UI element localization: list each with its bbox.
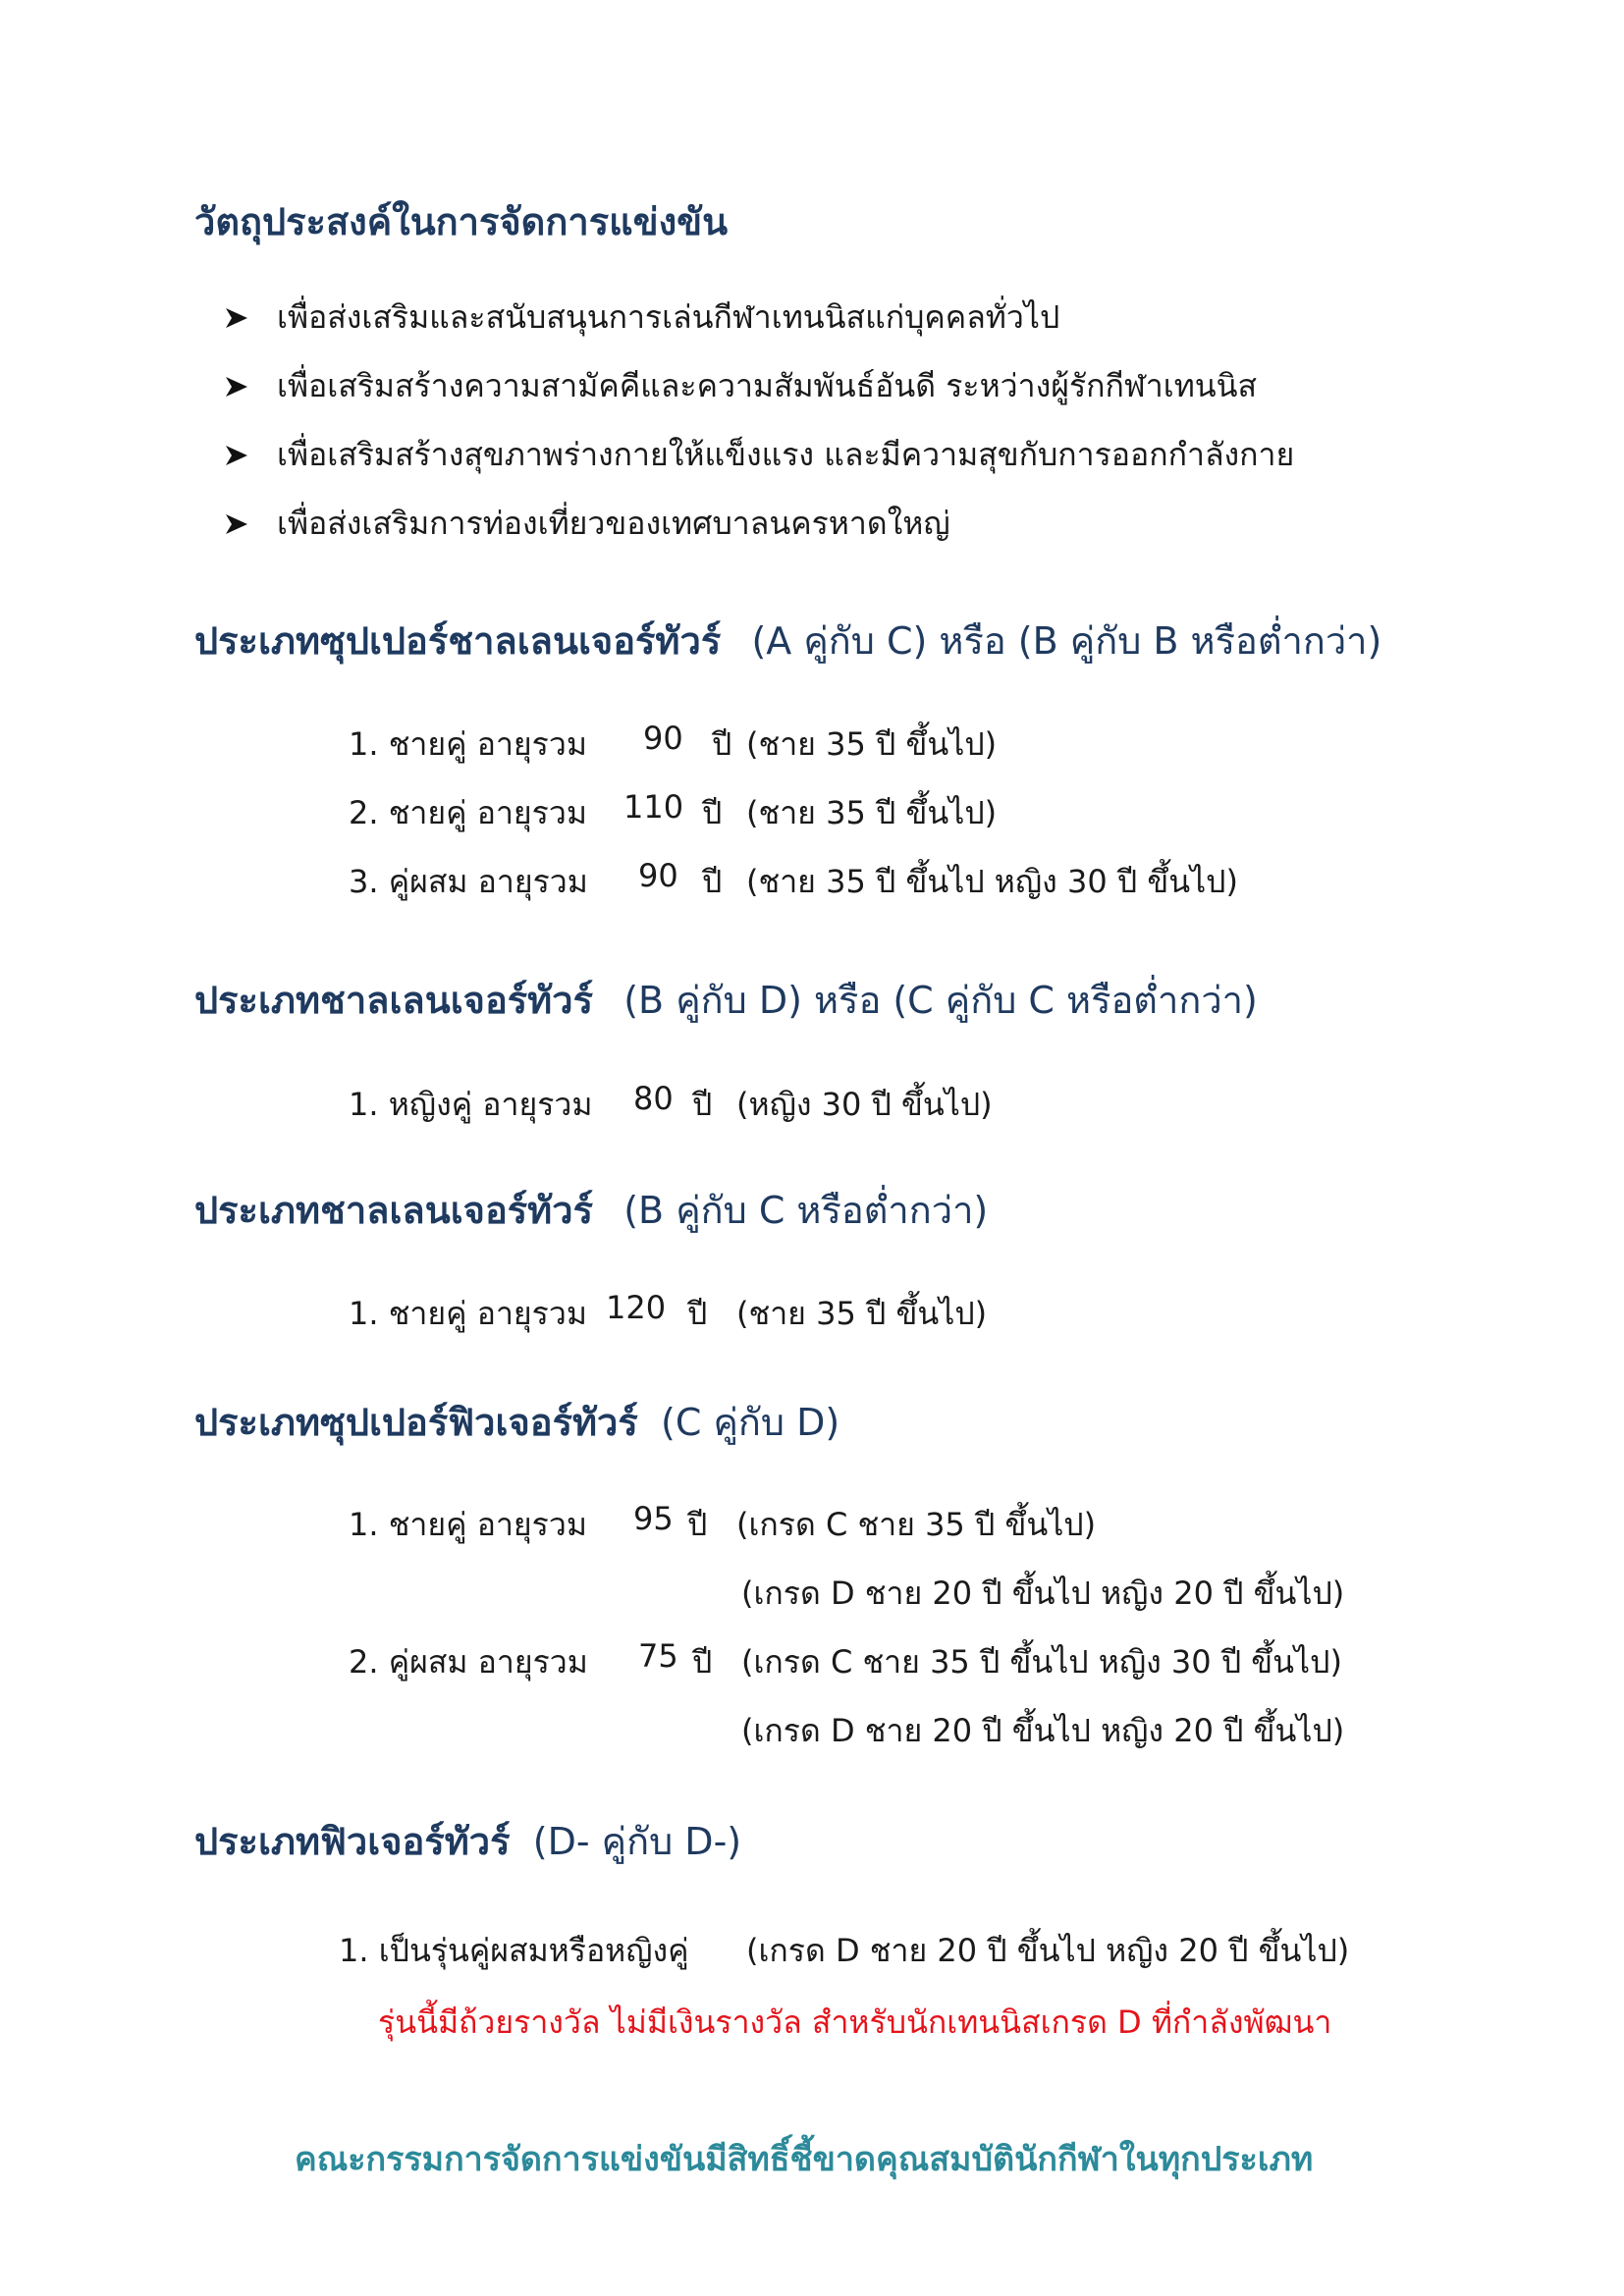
entry-note: (ชาย 35 ปี ขึ้นไป) [736,1295,988,1332]
section-heading [194,1811,741,1871]
objective-item [224,361,1257,411]
entry-age: 90 [643,720,683,757]
section-heading [194,1392,839,1452]
section-subtitle: (C คู่กับ D) [661,1401,840,1444]
entry-age: 90 [638,857,678,894]
entry-unit: ปี [687,1295,708,1332]
entry-note: (ชาย 35 ปี ขึ้นไป หญิง 30 ปี ขึ้นไป) [746,863,1238,900]
entry-note: (ชาย 35 ปี ขึ้นไป) [746,794,998,831]
objective-text: เพื่อเสริมสร้างความสามัคคีและความสัมพันธ์อันดี ระหว่างผู้รักกีฬาเทนนิส [277,367,1258,404]
section-title: ประเภทซุปเปอร์ชาลเลนเจอร์ทัวร์ [194,619,722,663]
entry-note: (เกรด D ชาย 20 ปี ขึ้นไป หญิง 20 ปี ขึ้นไป) [741,1712,1345,1749]
entry-note: (เกรด C ชาย 35 ปี ขึ้นไป หญิง 30 ปี ขึ้นไป) [741,1643,1342,1681]
objective-text: เพื่อส่งเสริมการท่องเที่ยวของเทศบาลนครหาดใหญ่ [277,505,950,542]
section-subtitle: (D- คู่กับ D-) [532,1820,742,1863]
section-title: ประเภทฟิวเจอร์ทัวร์ [194,1820,511,1863]
section-subtitle: (B คู่กับ C หรือต่ำกว่า) [623,1189,989,1232]
objective-item [224,293,1059,343]
section-subtitle: (A คู่กับ C) หรือ (B คู่กับ B หรือต่ำกว่า) [751,619,1382,663]
entry-unit: ปี [712,725,732,763]
entry-unit: ปี [702,863,723,900]
entry-note: (เกรด D ชาย 20 ปี ขึ้นไป หญิง 20 ปี ขึ้นไป) [741,1575,1345,1612]
entry-note: (ชาย 35 ปี ขึ้นไป) [746,725,998,763]
entry-note: (หญิง 30 ปี ขึ้นไป) [736,1086,993,1123]
section-title: ประเภทซุปเปอร์ฟิวเจอร์ทัวร์ [194,1401,638,1444]
entry-age: 80 [633,1080,674,1117]
footer-note: คณะกรรมการจัดการแข่งขันมีสิทธิ์ชี้ขาดคุณสมบัตินักกีฬาในทุกประเภท [295,2140,1314,2179]
objective-item [224,430,1294,480]
entry-label: 1. ชายคู่ อายุรวม [349,1506,587,1543]
entry-note: (เกรด C ชาย 35 ปี ขึ้นไป) [736,1506,1097,1543]
section-title: ประเภทชาลเลนเจอร์ทัวร์ [194,1189,593,1232]
arrow-bullet-icon [224,511,249,537]
objective-text: เพื่อเสริมสร้างสุขภาพร่างกายให้แข็งแรง และมีความสุขกับการออกกำลังกาย [277,436,1295,473]
entry-label: 3. คู่ผสม อายุรวม [349,863,588,900]
entry-label: 1. ชายคู่ อายุรวม [349,1295,587,1332]
arrow-bullet-icon [224,443,249,468]
section-heading [194,611,1381,670]
entry-label: 2. ชายคู่ อายุรวม [349,794,587,831]
entry-age: 75 [638,1637,678,1675]
entry-unit: ปี [692,1086,713,1123]
entry-label: 2. คู่ผสม อายุรวม [349,1643,588,1681]
section-subtitle: (B คู่กับ D) หรือ (C คู่กับ C หรือต่ำกว่า) [623,979,1258,1022]
objectives-title: วัตถุประสงค์ในการจัดการแข่งขัน [194,200,729,243]
entry-age: 95 [633,1500,674,1537]
arrow-bullet-icon [224,305,249,331]
entry-label: 1. เป็นรุ่นคู่ผสมหรือหญิงคู่ [339,1932,689,1969]
objective-text: เพื่อส่งเสริมและสนับสนุนการเล่นกีฬาเทนนิสแก่บุคคลทั่วไป [277,298,1060,336]
entry-label: 1. หญิงคู่ อายุรวม [349,1086,593,1123]
section-heading [194,1180,988,1240]
remark-text: รุ่นนี้มีถ้วยรางวัล ไม่มีเงินรางวัล สำหรับนักเทนนิสเกรด D ที่กำลังพัฒนา [378,2003,1332,2041]
objective-item [224,499,950,549]
entry-unit: ปี [687,1506,708,1543]
section-title: ประเภทชาลเลนเจอร์ทัวร์ [194,979,593,1022]
entry-age: 120 [606,1289,667,1326]
entry-age: 110 [623,788,684,826]
entry-note: (เกรด D ชาย 20 ปี ขึ้นไป หญิง 20 ปี ขึ้นไป) [746,1932,1350,1969]
arrow-bullet-icon [224,374,249,400]
entry-label: 1. ชายคู่ อายุรวม [349,725,587,763]
entry-unit: ปี [702,794,723,831]
section-heading [194,970,1258,1030]
entry-unit: ปี [692,1643,713,1681]
